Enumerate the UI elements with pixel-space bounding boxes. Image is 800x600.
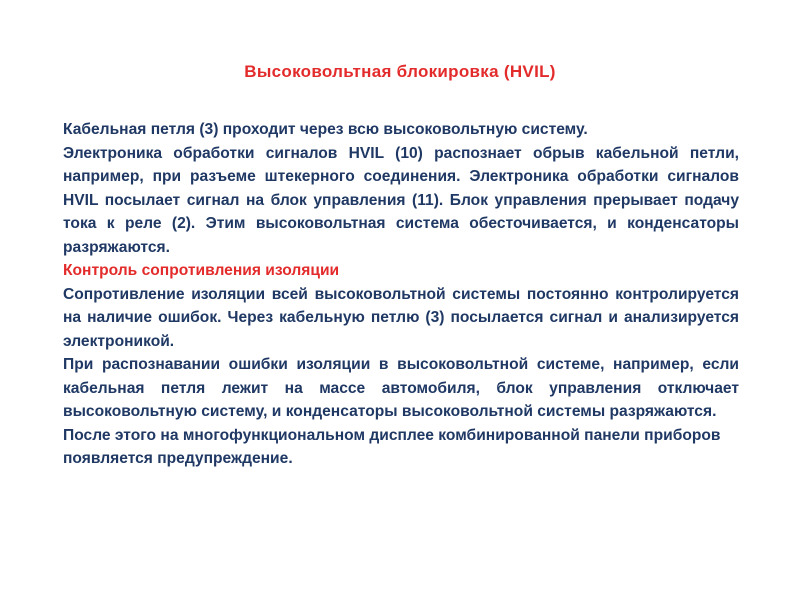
paragraph-cable-loop: Кабельная петля (3) проходит через всю высоковольтную систему. bbox=[63, 121, 588, 138]
paragraph-insulation-fault: При распознавании ошибки изоляции в высоковольтной системе, например, если кабельная петля лежит на массе автомобиля, блок управления отключает высоковольтную систему, и конденсаторы высоковольтной системы разряжаются. bbox=[63, 356, 739, 420]
slide-title: Высоковольтная блокировка (HVIL) bbox=[244, 62, 556, 81]
slide-body bbox=[63, 118, 739, 471]
paragraph-insulation-monitoring: Сопротивление изоляции всей высоковольтной системы постоянно контролируется на наличие ошибок. Через кабельную петлю (3) посылается сигнал и анализируется электроникой. bbox=[63, 285, 739, 350]
section-heading-insulation: Контроль сопротивления изоляции bbox=[63, 262, 340, 279]
paragraph-warning: После этого на многофункциональном дисплее комбинированной панели приборов появляется предупреждение. bbox=[63, 426, 721, 467]
paragraph-hvil-electronics: Электроника обработки сигналов HVIL (10) распознает обрыв кабельной петли, например, при разъеме штекерного соединения. Электроника обработки сигналов HVIL посылает сигнал на блок управления (11). Блок управления прерывает подачу тока к реле (2). Этим высоковольтная система обесточивается, и конденсаторы разряжаются. bbox=[63, 144, 739, 256]
